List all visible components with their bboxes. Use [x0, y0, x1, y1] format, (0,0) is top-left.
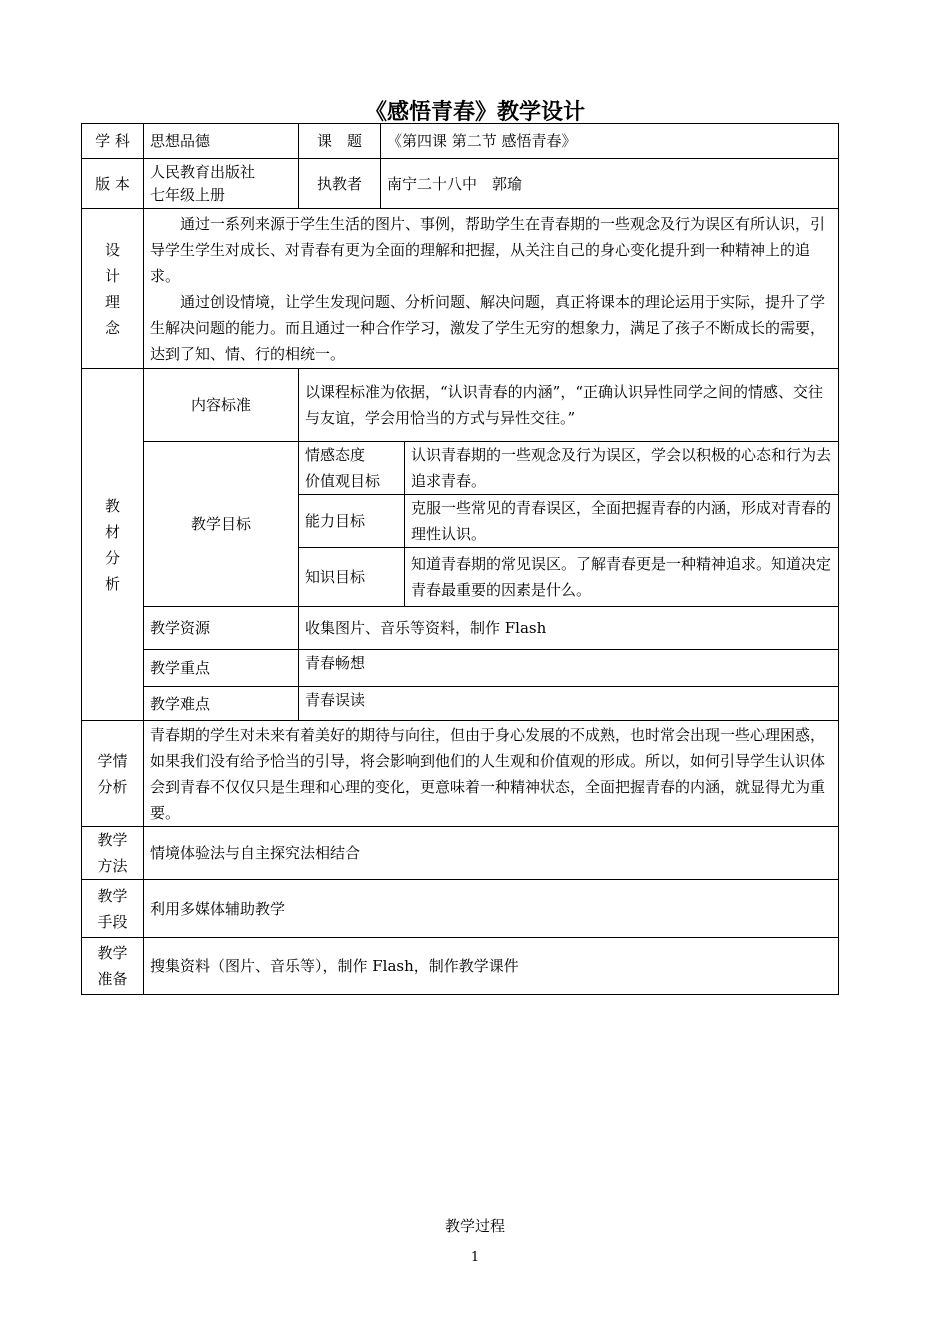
subject-label: 学 科 — [82, 124, 144, 159]
teaching-means-label — [82, 880, 144, 938]
edition-label: 版 本 — [82, 159, 144, 209]
design-concept-content — [144, 209, 839, 369]
label-char: 材 — [104, 522, 120, 541]
subject-row — [82, 124, 839, 159]
design-paragraph-1: 通过一系列来源于学生生活的图片、事例，帮助学生在青春期的一些观念及行为误区有所认识，引导学生学生对成长、对青春有更为全面的理解和把握，从关注自己的身心变化提升到一种精神上的追求。 — [150, 214, 826, 285]
label-char: 析 — [104, 574, 120, 593]
resources-label: 教学资源 — [144, 607, 299, 650]
resources-value: 收集图片、音乐等资料，制作 Flash — [299, 607, 839, 650]
teaching-goals-label: 教学目标 — [144, 442, 299, 607]
topic-value: 《第四课 第二节 感悟青春》 — [381, 124, 839, 159]
page-number: 1 — [470, 1250, 480, 1265]
label-line: 教学 — [97, 886, 128, 905]
teaching-prep-label — [82, 938, 144, 995]
label-line: 准备 — [97, 970, 128, 988]
key-point-row — [82, 650, 839, 687]
emotion-goal-value: 认识青春期的一些观念及行为误区，学会以积极的心态和行为去追求青春。 — [405, 442, 839, 495]
label-char: 教 — [104, 496, 120, 515]
content-standard-row — [82, 369, 839, 442]
teaching-method-value: 情境体验法与自主探究法相结合 — [144, 827, 839, 880]
label-line: 手段 — [97, 912, 128, 931]
label-char: 设 — [104, 240, 120, 259]
design-concept-row — [82, 209, 839, 369]
label-line: 分析 — [97, 777, 128, 796]
teacher-value: 南宁二十八中 郭瑜 — [381, 159, 839, 209]
difficulty-value: 青春误读 — [299, 687, 839, 721]
learner-analysis-label — [82, 721, 144, 827]
edition-line2: 七年级上册 — [150, 185, 226, 204]
teaching-process-heading: 教学过程 — [444, 1217, 505, 1235]
document-title: 《感悟青春》教学设计 — [364, 100, 585, 125]
knowledge-goal-label: 知识目标 — [299, 548, 405, 607]
teaching-means-value: 利用多媒体辅助教学 — [144, 880, 839, 938]
design-paragraph-2: 通过创设情境，让学生发现问题、分析问题、解决问题，真正将课本的理论运用于实际，提升了学生解决问题的能力。而且通过一种合作学习，激发了学生无穷的想象力，满足了孩子不断成长的需要，达到了知、情、行的相统一。 — [150, 292, 826, 363]
label-char: 理 — [104, 292, 120, 311]
label-line: 教学 — [97, 944, 128, 962]
label-line: 学情 — [97, 751, 128, 770]
learner-analysis-row — [82, 721, 839, 827]
content-standard-value: 以课程标准为依据，“认识青春的内涵”，“正确认识异性同学之间的情感、交往与友谊，学会用恰当的方式与异性交往。” — [299, 369, 839, 442]
key-point-value: 青春畅想 — [299, 650, 839, 687]
resources-row — [82, 607, 839, 650]
teaching-prep-row — [82, 938, 839, 995]
teaching-method-label — [82, 827, 144, 880]
edition-value — [144, 159, 299, 209]
design-concept-label — [82, 209, 144, 369]
content-standard-label: 内容标准 — [144, 369, 299, 442]
label-line: 方法 — [97, 857, 128, 875]
textbook-analysis-label — [82, 369, 144, 721]
difficulty-row — [82, 687, 839, 721]
label-line: 教学 — [97, 831, 128, 849]
topic-label: 课 题 — [299, 124, 381, 159]
ability-goal-label: 能力目标 — [299, 495, 405, 548]
teacher-label: 执教者 — [299, 159, 381, 209]
emotion-label-line1: 情感态度 — [305, 446, 366, 464]
emotion-goal-row — [82, 442, 839, 495]
learner-analysis-value: 青春期的学生对未来有着美好的期待与向往，但由于身心发展的不成熟，也时常会出现一些心理困惑，如果我们没有给予恰当的引导，将会影响到他们的人生观和价值观的形成。所以，如何引导学生认识体会到青春不仅仅只是生理和心理的变化，更意味着一种精神状态，全面把握青春的内涵，就显得尤为重要。 — [144, 721, 839, 827]
subject-value: 思想品德 — [144, 124, 299, 159]
teaching-method-row — [82, 827, 839, 880]
label-char: 计 — [104, 266, 120, 285]
ability-goal-value: 克服一些常见的青春误区，全面把握青春的内涵，形成对青春的理性认识。 — [405, 495, 839, 548]
edition-line1: 人民教育出版社 — [150, 162, 256, 181]
edition-row — [82, 159, 839, 209]
teaching-means-row — [82, 880, 839, 938]
lesson-plan-table — [81, 123, 839, 995]
label-char: 念 — [104, 318, 120, 337]
difficulty-label: 教学难点 — [144, 687, 299, 721]
label-char: 分 — [104, 548, 120, 567]
knowledge-goal-value: 知道青春期的常见误区。了解青春更是一种精神追求。知道决定青春最重要的因素是什么。 — [405, 548, 839, 607]
emotion-label-line2: 价值观目标 — [305, 472, 381, 490]
teaching-prep-value: 搜集资料（图片、音乐等），制作 Flash，制作教学课件 — [144, 938, 839, 995]
emotion-goal-label — [299, 442, 405, 495]
key-point-label: 教学重点 — [144, 650, 299, 687]
